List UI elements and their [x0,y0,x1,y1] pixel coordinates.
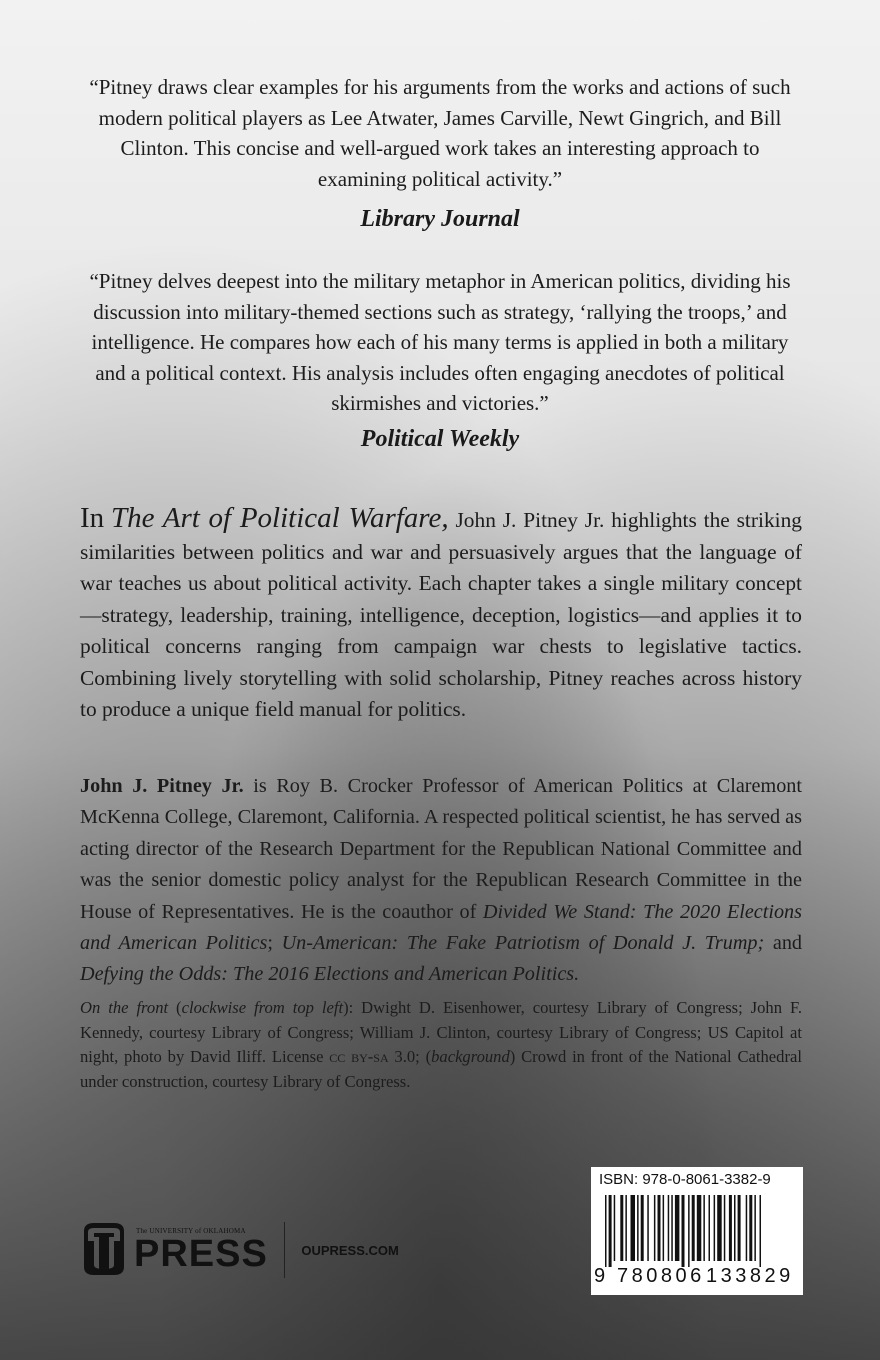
barcode-bar [714,1195,716,1261]
review-source-1: Library Journal [360,206,520,232]
barcode-bar [620,1195,623,1261]
author-bio [80,771,802,991]
barcode-bar [688,1195,690,1267]
barcode-bar [647,1195,649,1261]
review-source-2: Political Weekly [360,426,520,452]
review-quote-2: “Pitney delves deepest into the military metaphor in American politics, dividing his discussion into military-themed sections such as strategy, ‘rallying the troops,’ and intelligence. He compares how each of his many terms is applied in both a military and a political context. His analysis includes often engaging anecdotes of political skirmishes and victories.” [89,269,791,415]
barcode-first-digit: 9 [594,1265,606,1287]
barcode-bar [724,1195,726,1261]
barcode-bar [609,1195,612,1267]
barcode-bar [682,1195,685,1267]
barcode-bar [658,1195,661,1261]
barcode-bar [734,1195,736,1261]
barcode-bar [641,1195,644,1261]
barcode-bar [631,1195,636,1261]
bio-text: is Roy B. Crocker Professor of American Politics at Claremont McKenna College, Claremont, California. A respected political scientist, he has served as acting director of the Research Department for the Republican National Committee and was the senior domestic policy analyst for the Republican Research Committee in the House of Representatives. He is the coauthor of [80,775,802,923]
review-quote-1: “Pitney draws clear examples for his arguments from the works and actions of such modern political players as Lee Atwater, James Carville, Newt Gingrich, and Bill Clinton. This concise and well-argued work takes an interesting approach to examining political activity.” [89,75,791,191]
bio-book-1: Divided We Stand: The 2020 Elections and American Politics [80,900,802,955]
book-description [80,503,802,726]
barcode-bar [625,1195,627,1261]
publisher-logo [80,1220,410,1280]
isbn-label: ISBN: 978-0-8061-3382-9 [599,1171,771,1188]
ou-monogram-icon [80,1221,128,1279]
barcode-bar [738,1195,741,1261]
barcode-bar [717,1195,722,1261]
barcode-bar [729,1195,732,1261]
description-body: John J. Pitney Jr. highlights the striking similarities between politics and war and persuasively argues that the language of war teaches us about political activity. Each chapter takes a single military concept—strategy, leadership, training, intelligence, deception, logistics—and applies it to political concerns ranging from campaign war chests to legislative tactics. Combining lively storytelling with solid scholarship, Pitney reaches across history to produce a unique field manual for politics. [80,508,802,721]
barcode-bar [668,1195,670,1261]
press-label: PRESS [134,1233,268,1275]
description-title: The Art of Political Warfare, [111,502,449,534]
barcode-bar [760,1195,762,1267]
barcode-bar [671,1195,673,1261]
credits-text-1: Dwight D. Eisenhower, courtesy Library of Congress; John F. Kennedy, courtesy Library of Congress; William J. Clinton, courtesy Library of Congress; US Capitol at night, photo by David Iliff. License [80,998,802,1066]
barcode-bar [709,1195,711,1261]
bio-separator: ; [267,932,273,955]
credits-front-label: On the front [80,998,169,1017]
barcode-right-digits: 133829 [706,1265,794,1287]
bio-book-3: Defying the Odds: The 2016 Elections and American Politics. [80,963,580,986]
isbn-barcode [591,1167,803,1295]
barcode-bar [697,1195,702,1261]
barcode-bar [614,1195,616,1261]
university-line: The UNIVERSITY of OKLAHOMA [136,1227,246,1235]
barcode-bars [591,1195,803,1267]
credits-background-label: background [431,1047,510,1066]
barcode-bar [703,1195,705,1261]
barcode-bar [692,1195,695,1261]
logo-divider [284,1222,286,1278]
press-wordmark [134,1227,268,1273]
bio-book-2: Un-American: The Fake Patriotism of Donald J. Trump; [281,932,765,955]
barcode-bar [754,1195,756,1261]
bio-and: and [772,932,803,955]
barcode-bar [675,1195,680,1261]
photo-credits: On the front (clockwise from top left): Dwight D. Eisenhower, courtesy Library of Congress; John F. Kennedy, courtesy Library of Congress; William J. Clinton, courtesy Library of Congress; US Capitol at night, photo by David Iliff. License cc by-sa 3.0; (background) Crowd in front of the National Cathedral under construction, courtesy Library of Congress. [80,998,802,1091]
description-lead: In [80,502,105,534]
barcode-left-digits: 780806 [617,1265,705,1287]
barcode-bar [637,1195,639,1261]
publisher-url: OUPRESS.COM [301,1242,399,1258]
barcode-bar [746,1195,748,1261]
barcode-bar [605,1195,607,1267]
credits-text-3: Crowd in front of the National Cathedral under construction, courtesy Library of Congress. [80,1047,802,1091]
author-name: John J. Pitney Jr. [80,775,244,797]
barcode-bar [654,1195,656,1261]
barcode-bar [663,1195,665,1261]
credits-text-2: ; [415,1047,420,1066]
credits-clockwise: clockwise from top left [181,998,344,1017]
barcode-bar [749,1195,752,1261]
credits-license: cc by-sa 3.0 [329,1047,416,1066]
